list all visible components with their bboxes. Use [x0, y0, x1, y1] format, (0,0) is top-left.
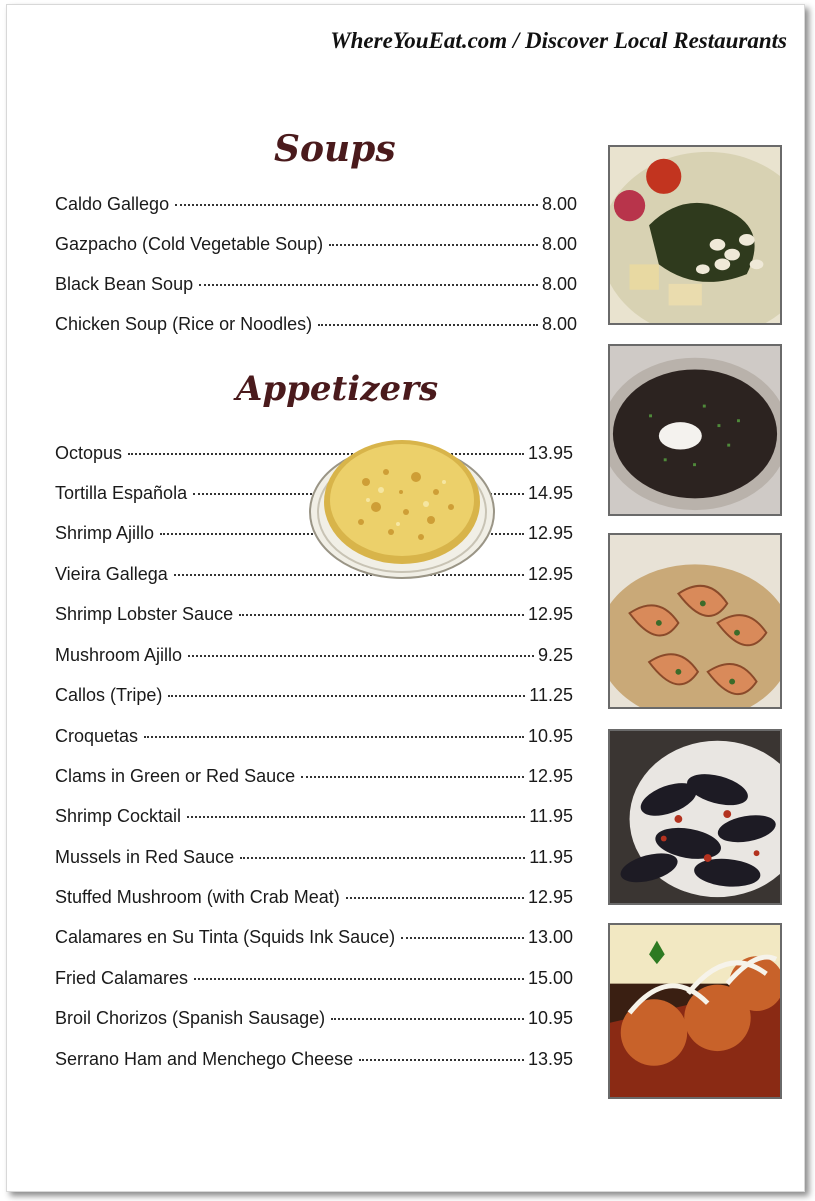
menu-item-name: Mushroom Ajillo [55, 645, 183, 665]
dot-leader [188, 655, 534, 657]
menu-item-price: 8.00 [541, 234, 577, 254]
dot-leader [301, 776, 524, 778]
menu-item [55, 194, 577, 224]
dot-leader [401, 937, 524, 939]
shrimp-ajillo-photo [608, 533, 782, 709]
dot-leader [240, 857, 525, 859]
menu-item-price: 13.95 [527, 1049, 573, 1069]
dot-leader [199, 284, 538, 286]
caldo-gallego-photo [608, 145, 782, 325]
dot-leader [359, 1059, 524, 1061]
menu-item-name: Shrimp Ajillo [55, 523, 155, 543]
menu-item-price: 8.00 [541, 314, 577, 334]
tortilla-illustration [306, 432, 498, 582]
menu-item-price: 8.00 [541, 194, 577, 214]
menu-item-price: 10.95 [527, 1008, 573, 1028]
menu-item-name: Caldo Gallego [55, 194, 170, 214]
menu-item-name: Octopus [55, 443, 123, 463]
menu-item-name: Broil Chorizos (Spanish Sausage) [55, 1008, 326, 1028]
site-watermark-header: WhereYouEat.com / Discover Local Restaurants [330, 28, 787, 53]
menu-item-price: 10.95 [527, 726, 573, 746]
menu-item-price: 13.95 [527, 443, 573, 463]
menu-item-price: 12.95 [527, 604, 573, 624]
menu-item [55, 234, 577, 264]
menu-item [55, 806, 573, 836]
dot-leader [331, 1018, 524, 1020]
menu-item-price: 11.95 [529, 806, 573, 826]
menu-item [55, 887, 573, 917]
menu-item-price: 12.95 [527, 564, 573, 584]
menu-item-price: 14.95 [527, 483, 573, 503]
menu-item [55, 645, 573, 675]
mussels-in-red-sauce-photo [608, 729, 782, 905]
menu-item-name: Serrano Ham and Menchego Cheese [55, 1049, 354, 1069]
croquetas-photo [608, 923, 782, 1099]
menu-item [55, 847, 573, 877]
dot-leader [175, 204, 538, 206]
menu-item [55, 766, 573, 796]
menu-item-name: Vieira Gallega [55, 564, 168, 584]
menu-item-price: 13.00 [527, 927, 573, 947]
dot-leader [346, 897, 524, 899]
dot-leader [329, 244, 538, 246]
tortilla-espanola-photo [306, 432, 498, 582]
menu-item [55, 968, 573, 998]
dot-leader [318, 324, 538, 326]
menu-item-name: Gazpacho (Cold Vegetable Soup) [55, 234, 324, 254]
menu-item-name: Callos (Tripe) [55, 685, 163, 705]
menu-item-name: Black Bean Soup [55, 274, 194, 294]
menu-item-price: 8.00 [541, 274, 577, 294]
menu-item-name: Calamares en Su Tinta (Squids Ink Sauce) [55, 927, 396, 947]
dot-leader [187, 816, 525, 818]
dot-leader [194, 978, 524, 980]
menu-item-name: Mussels in Red Sauce [55, 847, 235, 867]
menu-item-price: 15.00 [527, 968, 573, 988]
appetizers-section-title: Appetizers [236, 369, 439, 409]
menu-item-name: Chicken Soup (Rice or Noodles) [55, 314, 313, 334]
menu-item-price: 12.95 [527, 523, 573, 543]
menu-item [55, 604, 573, 634]
menu-item [55, 1049, 573, 1079]
menu-item-name: Fried Calamares [55, 968, 189, 988]
menu-item-name: Croquetas [55, 726, 139, 746]
menu-item [55, 726, 573, 756]
dot-leader [239, 614, 524, 616]
menu-item [55, 314, 577, 344]
menu-item-name: Clams in Green or Red Sauce [55, 766, 296, 786]
menu-item-price: 11.25 [529, 685, 573, 705]
soups-section-title: Soups [274, 128, 396, 170]
menu-item-price: 12.95 [527, 766, 573, 786]
menu-item-name: Shrimp Cocktail [55, 806, 182, 826]
menu-item-price: 11.95 [529, 847, 573, 867]
dot-leader [168, 695, 525, 697]
menu-item [55, 1008, 573, 1038]
menu-item-name: Tortilla Española [55, 483, 188, 503]
menu-item-price: 9.25 [537, 645, 573, 665]
menu-item [55, 927, 573, 957]
menu-item-price: 12.95 [527, 887, 573, 907]
menu-item [55, 274, 577, 304]
menu-item-name: Stuffed Mushroom (with Crab Meat) [55, 887, 340, 907]
dot-leader [144, 736, 524, 738]
black-bean-soup-photo [608, 344, 782, 516]
menu-item-name: Shrimp Lobster Sauce [55, 604, 234, 624]
menu-item [55, 685, 573, 715]
